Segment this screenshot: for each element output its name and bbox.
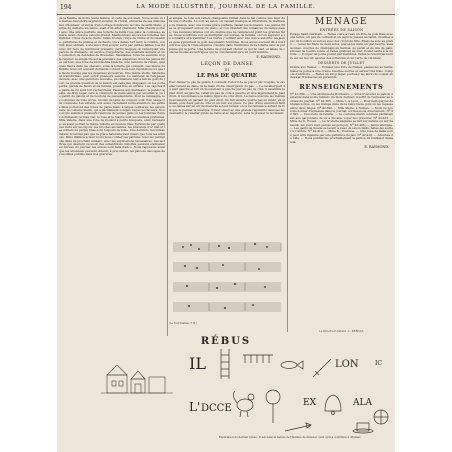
musical-score-illustration — [169, 233, 285, 319]
renseignements-heading: RENSEIGNEMENTS — [299, 82, 384, 91]
menage-text-2: Crème aux fraises. — Écrasez une livre de fraises, passez-les au tamis; mêlez la purée à une crème fouettée sucrée et servez très frais. Compote d'abricots. — Faites un sirop léger, pochez-y les abricots coupés en deux et dressez-les en pyramide. — [290, 65, 393, 80]
illustration-caption: (Le Noël Dantan. F. H.) — [169, 322, 198, 325]
fish-icon — [281, 361, 303, 369]
dance-lesson-title: LE PAS DE QUATRE — [197, 73, 257, 80]
menage-subheading-2: DESSERTS DE JUILLET — [318, 61, 365, 66]
menage-text: Potage Saint-Germain. — Faites cuire à l'eau un litre de pois frais avec une laitue, un peu de cerfeuil et un oignon; passez au tamis, mouillez avec du bouillon et servez avec des croûtons frits. Filets de sole au gratin. — Levez les filets de deux soles, placez-les dans un plat beurré, assaisonnez, couvrez de champignons hachés, de persil et de mie de pain; arrosez de beurre fondu et faites gratiner au four. Poulet sauté à la minute. — Coupez un jeune poulet par membres, faites-le revenir au beurre sur un feu vif; ajoutez des échalotes et un verre de vin blanc. — [290, 32, 393, 60]
hat-icon — [353, 423, 373, 433]
rebus-letters-l: L' — [189, 400, 201, 414]
page-header — [57, 2, 395, 15]
menage-heading: MÉNAGE — [315, 17, 368, 27]
column-left — [59, 17, 165, 377]
page-number: 194 — [60, 4, 72, 11]
rebus-letters-ic: IC — [375, 360, 382, 367]
rebus-letters-ala: ALA — [353, 398, 372, 408]
rebus-puzzle — [185, 345, 395, 445]
running-head: LA MODE ILLUSTRÉE, JOURNAL DE LA FAMILLE. — [136, 4, 316, 10]
ladder-icon — [221, 349, 229, 379]
dance-lesson-number: III — [224, 68, 230, 73]
center-signature: E. RAYMOND. — [256, 55, 281, 60]
rebus-letters-ex: EX — [303, 398, 316, 408]
rebus-vignette-buildings — [97, 355, 177, 405]
rebus-letters-il: IL — [189, 354, 206, 373]
dance-lesson-heading: LEÇON DE DANSE — [200, 62, 254, 68]
journal-page — [57, 0, 395, 452]
rooster-icon — [233, 391, 254, 417]
column-right — [290, 17, 393, 357]
dagger-icon — [313, 359, 331, 377]
rebus-caption: Explication du dernier rébus : Il est dans la nature de l'homme de détester ceux qu'il a contribué à offenser. — [218, 436, 362, 439]
arrow-icon — [285, 423, 311, 431]
column-center — [169, 17, 285, 231]
rebus-letters-dcce: DCCE — [201, 403, 232, 414]
dance-lesson-text: Pour danser le pas de quatre il convient d'abord de se placer par couples, le cavalier tenant sa dame de la main droite. Description du pas. — Le cavalier part du pied gauche et fait un mouvement à gauche par un pas de côté; il assemble le pied droit au gauche, refait un pas de côté à gauche et lève légèrement le pied droit. Il recommence la même figure du côté droit. La dame exécute les mêmes mouvements en partant du pied droit. On fait ensuite quatre pas en avant, en glissant, puis deux pas de côté et un tour sur place. Ce pas, d'une exécution facile, se danse sur un air de mazurka à deux temps; on le recommence autant de fois que le permet la musique. Il faut observer une grande régularité dans les mouvements; le cavalier guide sa dame avec légèreté, sans la presser ni la retenir. — [169, 80, 285, 116]
menage-subheading: ENTRÉES DE SAISON — [319, 28, 364, 32]
tree-icon — [266, 390, 280, 423]
wheel-icon — [374, 410, 388, 424]
right-signature: E. RAYMOND. — [364, 144, 389, 149]
bell-icon — [325, 395, 341, 415]
manager-line: Le Directeur-Gérant : L. BERNAY. — [319, 330, 364, 333]
harrow-icon — [243, 355, 273, 363]
rebus-title: RÉBUS — [200, 336, 252, 347]
column-divider — [167, 16, 168, 336]
column-divider — [287, 16, 288, 332]
fashion-chronicle-text: de la famille de notre jeune femme, et celle de son mari. Nous avons vu la mariée descendre le grand escalier de l'hôtel, entourée de ses demoiselles d'honneur, et suivie d'un cortège nombreux; la robe de satin blanc, garnie de dentelle ancienne, était d'un effet charmant. Mlle Claude portait avec une grâce parfaite une toilette de faille rose pâle; la comtesse, sa mère, avait choisi le velours grenat. Mentionnons encore les toilettes des invitées: robes de soie claire, tulles brodés, crêpe de Chine et mousseline, garnitures de plumes et de fleurs. On a dansé fort tard; le cotillon, conduit avec entrain, a été suivi d'un souper servi par petites tables. Les fiancés ont reçu de nombreux présents, parmi lesquels on remarquait une parure de diamants, un service d'argenterie, des éventails anciens et une collection de dentelles de Bruxelles. Mesdames, nous ne saurions trop le répéter: la simplicité est la première des élégances. Pour les jeunes filles surtout, une robe de mousseline blanche, une ceinture de ruban, quelques fleurs dans les cheveux, voilà la toilette qui convient. Les mères de famille nous ont souvent demandé conseil; nous leur répondrons ici que la mode n'exige pas les dépenses excessives. Une même étoffe, habilement transformée, peut servir plusieurs saisons. Le mantelet de l'an passé devient, avec une garniture nouvelle, un vêtement tout à fait au goût du jour. La grande question de la saison est celle des chapeaux: on les porte petits, garnis de fleurs et de rubans, posés très en arrière. Les capotes de paille de riz sont fort recherchées. Passons aux manteaux: le paletot ajusté, de drap léger, sera le vêtement de demi-saison par excellence; on le garnit de galons et de boutons de passementerie. Pour la campagne, les costumes de toile écrue, brodés de laine de couleur, sont d'un usage très commode. Les enfants, eux aussi, réclament notre attention: les petites filles porteront des robes de piqué blanc à larges ceintures; les garçonnets, le costume marin, qui a décidément conquis toutes les faveurs. Nous avons assisté à plusieurs réunions de jeunes gens où les toilettes claires dominaient; le bleu ciel, le rose et le mauve sont les nuances préférées. Mlle Valérie, dans une robe de foulard à petits bouquets, était ravissante; sa sœur portait la même toilette en nuance lilas. Terminons par quelques mots sur les bijoux: les broches anciennes, les bracelets d'or mat et les colliers de perles fines sont toujours de mise. Une dernière recommandation: n'oubliez pas que la grâce naturelle vaut mieux que tous les artifices. Mme Wallace a bien voulu nous confier ses patrons; nous les publierons dans un prochain numéro, avec les explications nécessaires. Les lectrices qui désirent recevoir des échantillons d'étoffes peuvent s'adresser au bureau du journal; les envois sont faits franco. Nous rappelons aussi que les abonnées peuvent obtenir, à prix réduit, les patrons découpés des modèles publiés dans nos gravures. — [59, 17, 165, 157]
renseignements-text: Nº 42.384. — Une abonnée de Bordeaux. — Vous trouverez le patron demandé dans notre numéro du mois dernier; il suffit de l'adresser au bureau du journal. Nº 42.385. — Mme L. à Lyon. — Pour nettoyer les dentelles noires, on les trempe dans de la bière tiède, puis on les repasse entre deux linges. Nº 42.390. — Mlle Marie, à Nantes. — Nous ne pouvons donner d'adresses dans le journal; écrivez-nous directement. Nº 42.395. — Une mère de famille. — Le costume marin convient parfaitement aux garçonnets de six à dix ans; voyez nos gravures. Nº 42.401. — Mme de V., Rouen. — La broderie anglaise se fait sur batiste ou sur nansouk; les jours sont percés au poinçon. Nº 42.406. — Jeune abonnée. — Les gants de Suède se lavent à l'eau de savon tiède; faites-les sécher à l'ombre. Nº 42.410. — Mme B., Toulouse. — Une robe de faille noire peut être rajeunie par une garniture de jais. Nº 42.418. — Abonnée de Lille. — Nous publierons prochainement le patron du mantelet demandé. — [290, 91, 393, 144]
rebus-letters-lon: LON — [335, 359, 359, 370]
center-text-upper: et simple, la robe aux reflets changeants brillait dans le bal comme une fleur dans une corbeille. Le soir, au salon, on causait musique et littérature; la maîtresse de maison, avec une bonne grâce parfaite, faisait les honneurs. Les jeunes filles se groupaient autour du piano, et l'on chantait des romances du temps passé. Ces réunions intimes ont un charme que ne remplacent point les grandes fêtes. Nous voudrions voir se multiplier ces soirées de famille, où l'on apprend à se connaître et à s'estimer. Les mères y veillent avec une douce autorité; les jeunes gens y prennent le goût des plaisirs honnêtes. Nous avons souvent dit à nos lectrices que la vraie élégance consiste dans l'harmonie de la toilette avec la personne qui la porte. Une femme de goût sait choisir ce qui lui sied, et laisse de côté les modes excentriques qui ne conviennent qu'à un petit nombre. — [169, 17, 285, 55]
